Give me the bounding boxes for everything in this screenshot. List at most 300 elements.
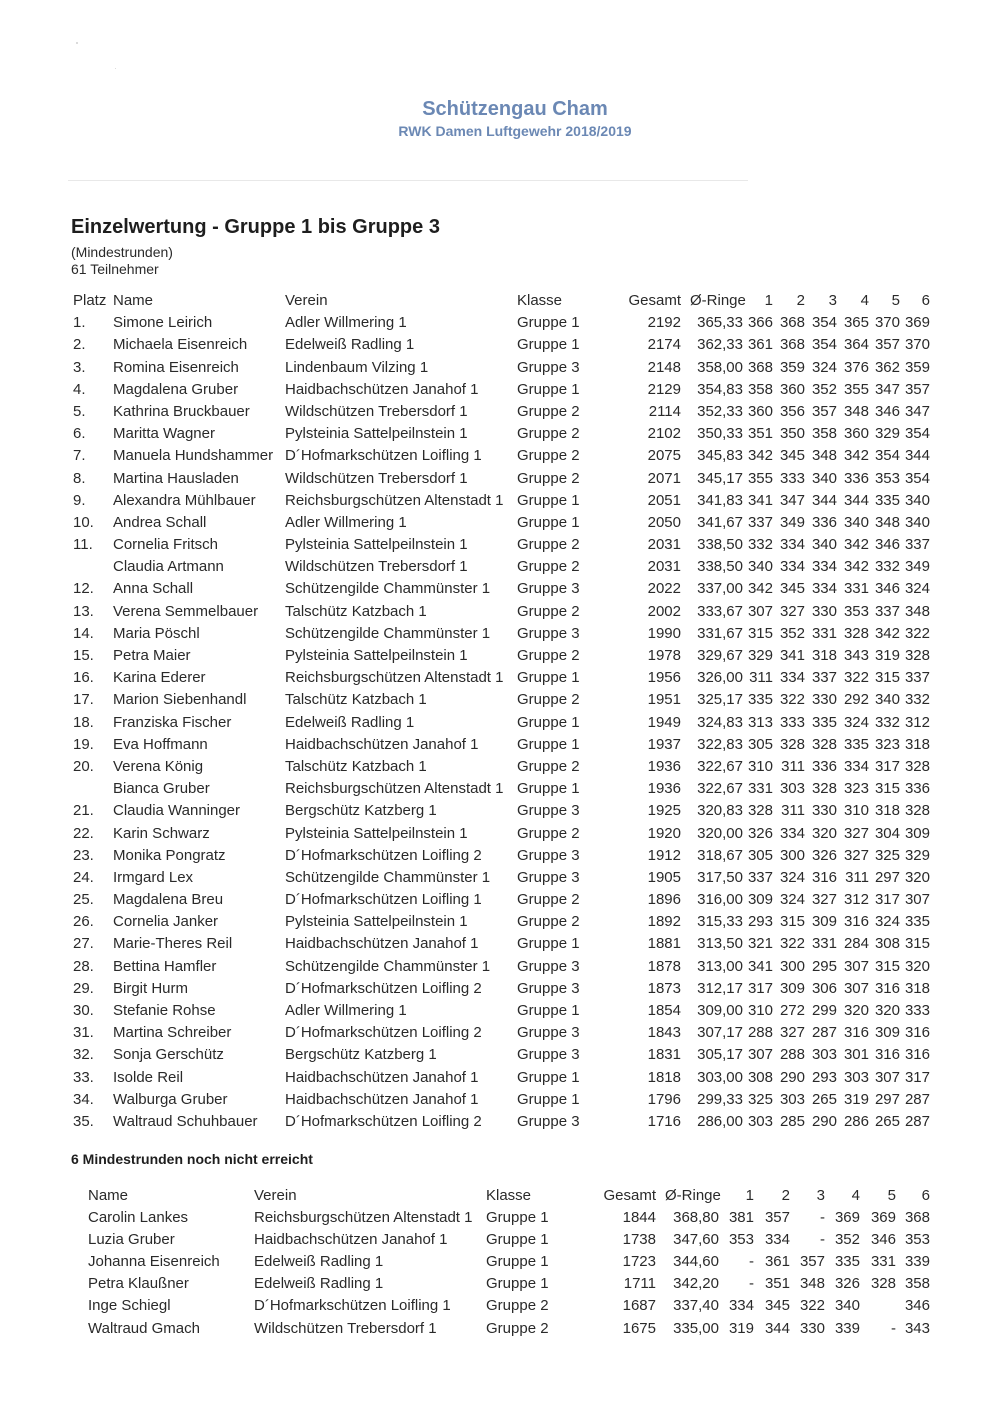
cell-series-4: 322 [843, 669, 869, 687]
cell-gesamt: 2071 [647, 469, 681, 487]
table-row [0, 623, 1000, 645]
cell-series-6: 343 [904, 1319, 930, 1337]
cell-series-1: 341 [747, 957, 773, 975]
cell-gesamt: 1878 [647, 957, 681, 975]
cell-name: Claudia Artmann [113, 558, 224, 576]
cell-name: Monika Pongratz [113, 846, 226, 864]
cell-name: Martina Schreiber [113, 1024, 232, 1042]
cell-klasse: Gruppe 1 [517, 780, 580, 798]
cell-series-3: 358 [811, 425, 837, 443]
cell-series-6: 328 [904, 647, 930, 664]
header-klasse: Klasse [486, 1187, 532, 1204]
cell-gesamt: 1937 [647, 735, 681, 753]
cell-avg-rings: 331,67 [697, 624, 743, 642]
cell-series-6: 340 [904, 491, 930, 509]
cell-series-4: 303 [843, 1068, 869, 1086]
cell-series-6: 318 [904, 735, 930, 753]
table-row [0, 556, 1000, 578]
cell-series-5: 329 [874, 425, 900, 443]
cell-platz: 16. [73, 669, 94, 687]
cell-name: Bianca Gruber [113, 780, 210, 798]
cell-name: Sonja Gerschütz [113, 1046, 224, 1064]
cell-gesamt: 2051 [647, 491, 681, 509]
cell-avg-rings: 354,83 [697, 380, 743, 398]
cell-series-2: 334 [779, 558, 805, 576]
cell-series-1: 334 [728, 1297, 754, 1315]
cell-series-2: 368 [779, 314, 805, 332]
table-row [0, 1207, 1000, 1229]
ranking-table-body [0, 312, 1000, 1133]
cell-avg-rings: 335,00 [673, 1319, 719, 1337]
table-row [0, 933, 1000, 955]
cell-verein: Edelweiß Radling 1 [254, 1275, 384, 1293]
cell-verein: D´Hofmarkschützen Loifling 2 [285, 846, 482, 864]
cell-platz: 15. [73, 647, 94, 664]
header-avg-rings: Ø-Ringe [690, 292, 746, 309]
cell-series-1: 381 [728, 1209, 754, 1227]
cell-series-5: 316 [874, 979, 900, 997]
cell-series-3: 348 [799, 1275, 825, 1293]
cell-klasse: Gruppe 1 [486, 1209, 549, 1227]
cell-series-1: 342 [747, 447, 773, 465]
header-gesamt: Gesamt [603, 1187, 656, 1204]
cell-series-3: 303 [811, 1046, 837, 1064]
cell-verein: Wildschützen Trebersdorf 1 [285, 558, 468, 576]
cell-klasse: Gruppe 1 [486, 1275, 549, 1293]
cell-series-2: 334 [779, 669, 805, 687]
cell-avg-rings: 315,33 [697, 913, 743, 931]
cell-name: Magdalena Gruber [113, 380, 239, 398]
cell-platz: 2. [73, 336, 86, 354]
cell-series-2: 349 [779, 513, 805, 531]
cell-platz: 8. [73, 469, 86, 487]
cell-series-3: 293 [811, 1068, 837, 1086]
cell-name: Anna Schall [113, 580, 194, 598]
cell-series-6: 349 [904, 558, 930, 576]
cell-avg-rings: 329,67 [697, 647, 743, 664]
cell-avg-rings: 320,00 [697, 824, 743, 842]
cell-gesamt: 1796 [647, 1090, 681, 1108]
cell-series-1: 288 [747, 1024, 773, 1042]
cell-platz: 17. [73, 691, 94, 709]
cell-series-3: 357 [811, 402, 837, 420]
header-verein: Verein [285, 292, 328, 309]
cell-series-3: 306 [811, 979, 837, 997]
cell-series-1: 315 [747, 624, 773, 642]
cell-series-1: 329 [747, 647, 773, 664]
table-row [0, 534, 1000, 556]
header-gesamt: Gesamt [628, 292, 681, 309]
cell-name: Waltraud Schuhbauer [113, 1112, 258, 1130]
cell-name: Carolin Lankes [88, 1209, 189, 1227]
cell-avg-rings: 368,80 [673, 1209, 719, 1227]
table-row [0, 956, 1000, 978]
cell-klasse: Gruppe 3 [517, 624, 580, 642]
cell-gesamt: 2174 [647, 336, 681, 354]
cell-series-5: 317 [874, 891, 900, 909]
cell-name: Simone Leirich [113, 314, 213, 332]
cell-verein: Pylsteinia Sattelpeilnstein 1 [285, 536, 468, 554]
header-series-4: 4 [860, 292, 869, 309]
cell-avg-rings: 305,17 [697, 1046, 743, 1064]
header-avg-rings: Ø-Ringe [665, 1187, 721, 1204]
cell-avg-rings: 325,17 [697, 691, 743, 709]
cell-series-2: 334 [779, 536, 805, 554]
cell-series-5: 297 [874, 1090, 900, 1108]
cell-name: Kathrina Bruckbauer [113, 402, 250, 420]
cell-klasse: Gruppe 2 [517, 691, 580, 709]
cell-verein: Talschütz Katzbach 1 [285, 691, 427, 709]
cell-avg-rings: 352,33 [697, 402, 743, 420]
table-row [0, 734, 1000, 756]
cell-series-3: 344 [811, 491, 837, 509]
cell-series-5: 362 [874, 358, 900, 376]
cell-klasse: Gruppe 2 [517, 891, 580, 909]
cell-platz: 29. [73, 979, 94, 997]
cell-klasse: Gruppe 3 [517, 846, 580, 864]
cell-series-3: 335 [811, 713, 837, 731]
cell-series-6: 335 [904, 913, 930, 931]
cell-klasse: Gruppe 1 [517, 735, 580, 753]
cell-avg-rings: 313,00 [697, 957, 743, 975]
cell-gesamt: 1956 [647, 669, 681, 687]
cell-series-2: 360 [779, 380, 805, 398]
cell-series-4: 360 [843, 425, 869, 443]
cell-klasse: Gruppe 3 [517, 1112, 580, 1130]
cell-series-4: 301 [843, 1046, 869, 1064]
header-series-4: 4 [851, 1187, 860, 1204]
cell-series-2: 344 [764, 1319, 790, 1337]
cell-series-6: 353 [904, 1231, 930, 1249]
table-row [0, 1089, 1000, 1111]
cell-gesamt: 2192 [647, 314, 681, 332]
cell-series-5: 325 [874, 846, 900, 864]
cell-series-1: 358 [747, 380, 773, 398]
cell-series-2: 328 [779, 735, 805, 753]
cell-series-3: 337 [811, 669, 837, 687]
cell-series-5: 369 [870, 1209, 896, 1227]
cell-avg-rings: 338,50 [697, 536, 743, 554]
cell-platz: 31. [73, 1024, 94, 1042]
cell-klasse: Gruppe 1 [486, 1231, 549, 1249]
cell-series-5: 328 [870, 1275, 896, 1293]
cell-series-3: 316 [811, 868, 837, 886]
cell-series-5: 346 [874, 402, 900, 420]
cell-series-2: 303 [779, 1090, 805, 1108]
cell-series-4: 316 [843, 1024, 869, 1042]
cell-gesamt: 1873 [647, 979, 681, 997]
cell-verein: Haidbachschützen Janahof 1 [285, 380, 479, 398]
cell-series-5: 308 [874, 935, 900, 953]
cell-verein: Haidbachschützen Janahof 1 [285, 935, 479, 953]
header-series-5: 5 [887, 1187, 896, 1204]
cell-series-3: 354 [811, 336, 837, 354]
cell-series-2: 322 [779, 935, 805, 953]
table-row [0, 645, 1000, 667]
cell-klasse: Gruppe 3 [517, 868, 580, 886]
cell-klasse: Gruppe 2 [517, 536, 580, 554]
cell-name: Petra Klaußner [88, 1275, 189, 1293]
cell-verein: Pylsteinia Sattelpeilnstein 1 [285, 425, 468, 443]
cell-gesamt: 2075 [647, 447, 681, 465]
cell-verein: Reichsburgschützen Altenstadt 1 [285, 780, 504, 798]
cell-series-4: 284 [843, 935, 869, 953]
cell-series-6: 318 [904, 979, 930, 997]
cell-series-2: 311 [781, 802, 805, 820]
cell-series-2: 288 [779, 1046, 805, 1064]
cell-platz: 34. [73, 1090, 94, 1108]
cell-series-4: 316 [843, 913, 869, 931]
cell-series-3: 330 [799, 1319, 825, 1337]
cell-platz: 3. [73, 358, 86, 376]
cell-gesamt: 1844 [622, 1209, 656, 1227]
incomplete-rounds-table-body [0, 1207, 1000, 1340]
table-row [0, 379, 1000, 401]
header-series-3: 3 [816, 1187, 825, 1204]
cell-platz: 19. [73, 735, 94, 753]
cell-platz: 13. [73, 602, 94, 620]
cell-avg-rings: 345,17 [697, 469, 743, 487]
cell-platz: 9. [73, 491, 86, 509]
cell-series-5: 347 [874, 380, 900, 398]
cell-series-4: 365 [843, 314, 869, 332]
cell-series-1: 351 [747, 425, 773, 443]
cell-series-4: 340 [834, 1297, 860, 1315]
cell-series-5: 331 [870, 1253, 896, 1271]
cell-gesamt: 1738 [622, 1231, 656, 1249]
cell-series-1: 353 [728, 1231, 754, 1249]
cell-series-3: 357 [799, 1253, 825, 1271]
cell-series-2: 345 [779, 447, 805, 465]
cell-series-1: 293 [747, 913, 773, 931]
cell-series-6: 315 [904, 935, 930, 953]
cell-name: Magdalena Breu [113, 891, 224, 909]
cell-series-2: 300 [779, 846, 805, 864]
cell-series-1: 342 [747, 580, 773, 598]
cell-verein: D´Hofmarkschützen Loifling 2 [285, 1024, 482, 1042]
incomplete-rounds-table [0, 1185, 1000, 1340]
cell-name: Romina Eisenreich [113, 358, 239, 376]
header-series-6: 6 [921, 1187, 930, 1204]
cell-gesamt: 2002 [647, 602, 681, 620]
cell-series-6: 333 [904, 1002, 930, 1019]
cell-series-1: - [749, 1275, 754, 1293]
header-name: Name [113, 292, 154, 309]
cell-series-3: 326 [811, 846, 837, 864]
cell-series-4: 331 [843, 580, 869, 598]
cell-gesamt: 1920 [647, 824, 681, 842]
cell-series-1: 319 [728, 1319, 754, 1337]
cell-series-4: 310 [843, 802, 869, 820]
cell-series-2: 315 [779, 913, 805, 931]
cell-verein: Schützengilde Chammünster 1 [285, 957, 491, 975]
subsection-title: 6 Mindestrunden noch nicht erreicht [71, 1151, 313, 1167]
cell-series-3: 336 [811, 513, 837, 531]
cell-series-3: 340 [811, 536, 837, 554]
cell-series-3: 322 [799, 1297, 825, 1315]
cell-verein: D´Hofmarkschützen Loifling 1 [285, 891, 482, 909]
cell-klasse: Gruppe 2 [517, 402, 580, 420]
cell-verein: Wildschützen Trebersdorf 1 [254, 1319, 437, 1337]
cell-platz: 27. [73, 935, 94, 953]
cell-series-5: 315 [874, 780, 900, 798]
cell-name: Birgit Hurm [113, 979, 189, 997]
cell-gesamt: 2114 [648, 402, 681, 420]
table-row [0, 334, 1000, 356]
cell-series-5: 318 [874, 802, 900, 820]
cell-gesamt: 1925 [647, 802, 681, 820]
cell-name: Isolde Reil [113, 1068, 184, 1086]
cell-series-1: 341 [747, 491, 773, 509]
cell-gesamt: 1896 [647, 891, 681, 909]
header-subtitle: RWK Damen Luftgewehr 2018/2019 [398, 123, 632, 139]
cell-series-2: 324 [779, 891, 805, 909]
cell-series-6: 328 [904, 802, 930, 820]
cell-avg-rings: 320,83 [697, 802, 743, 820]
cell-gesamt: 1711 [623, 1275, 656, 1293]
cell-avg-rings: 322,67 [697, 757, 743, 775]
cell-series-6: 370 [904, 336, 930, 354]
cell-gesamt: 1843 [647, 1024, 681, 1042]
ranking-table [0, 290, 1000, 1133]
table-row [0, 312, 1000, 334]
cell-series-5: 319 [874, 647, 900, 664]
cell-platz: 25. [73, 891, 94, 909]
cell-series-6: 336 [904, 780, 930, 798]
cell-series-4: 334 [843, 757, 869, 775]
cell-series-5: 315 [874, 669, 900, 687]
cell-klasse: Gruppe 1 [517, 669, 580, 687]
cell-series-1: 332 [747, 536, 773, 554]
cell-series-2: 351 [764, 1275, 790, 1293]
cell-series-6: 357 [904, 380, 930, 398]
cell-platz: 7. [73, 447, 86, 465]
cell-series-3: 290 [811, 1112, 837, 1130]
cell-avg-rings: 345,83 [697, 447, 743, 465]
cell-series-3: 340 [811, 469, 837, 487]
cell-series-2: 303 [779, 780, 805, 798]
cell-series-1: 305 [747, 846, 773, 864]
table-row [0, 1318, 1000, 1340]
cell-klasse: Gruppe 2 [517, 913, 580, 931]
cell-klasse: Gruppe 2 [517, 469, 580, 487]
cell-series-3: 328 [811, 780, 837, 798]
cell-series-2: 285 [779, 1112, 805, 1130]
cell-verein: Pylsteinia Sattelpeilnstein 1 [285, 913, 468, 931]
header-series-2: 2 [781, 1187, 790, 1204]
cell-klasse: Gruppe 3 [517, 580, 580, 598]
cell-verein: Edelweiß Radling 1 [285, 713, 415, 731]
cell-series-5: 370 [874, 314, 900, 332]
cell-name: Maria Pöschl [113, 624, 200, 642]
cell-name: Marie-Theres Reil [113, 935, 233, 953]
cell-series-3: 330 [811, 802, 837, 820]
cell-gesamt: 1881 [647, 935, 681, 953]
cell-series-2: 272 [779, 1002, 805, 1019]
cell-series-2: 352 [779, 624, 805, 642]
cell-series-4: 342 [843, 536, 869, 554]
cell-verein: Haidbachschützen Janahof 1 [285, 1090, 479, 1108]
table-header-row [0, 290, 1000, 312]
cell-platz: 22. [73, 824, 94, 842]
cell-series-1: 335 [747, 691, 773, 709]
cell-avg-rings: 350,33 [697, 425, 743, 443]
cell-gesamt: 2031 [647, 536, 681, 554]
cell-verein: Reichsburgschützen Altenstadt 1 [285, 669, 504, 687]
cell-series-2: 333 [779, 469, 805, 487]
cell-name: Michaela Eisenreich [113, 336, 248, 354]
cell-platz: 1. [73, 314, 86, 332]
cell-series-1: 305 [747, 735, 773, 753]
table-row [0, 423, 1000, 445]
cell-series-4: 369 [834, 1209, 860, 1227]
cell-series-4: 312 [843, 891, 869, 909]
cell-series-4: 344 [843, 491, 869, 509]
cell-series-5: 316 [874, 1046, 900, 1064]
cell-gesamt: 2022 [647, 580, 681, 598]
cell-series-2: 368 [779, 336, 805, 354]
header-name: Name [88, 1187, 129, 1204]
cell-series-4: 328 [843, 624, 869, 642]
cell-series-5: 323 [874, 735, 900, 753]
cell-avg-rings: 299,33 [697, 1090, 743, 1108]
cell-verein: Wildschützen Trebersdorf 1 [285, 402, 468, 420]
cell-gesamt: 1687 [622, 1297, 656, 1315]
cell-klasse: Gruppe 1 [486, 1253, 549, 1271]
cell-series-3: 334 [811, 558, 837, 576]
cell-avg-rings: 317,50 [697, 868, 743, 886]
table-row [0, 357, 1000, 379]
cell-platz: 4. [73, 380, 86, 398]
cell-series-3: 327 [811, 891, 837, 909]
cell-avg-rings: 362,33 [697, 336, 743, 354]
section-title: Einzelwertung - Gruppe 1 bis Gruppe 3 [71, 216, 440, 238]
cell-series-5: 335 [874, 491, 900, 509]
cell-series-3: 354 [811, 314, 837, 332]
cell-series-2: 333 [779, 713, 805, 731]
cell-series-1: 325 [747, 1090, 773, 1108]
cell-klasse: Gruppe 2 [517, 447, 580, 465]
cell-series-4: 320 [843, 1002, 869, 1019]
table-row [0, 867, 1000, 889]
cell-series-1: 337 [747, 868, 773, 886]
cell-series-5: 340 [874, 691, 900, 709]
cell-avg-rings: 342,20 [673, 1275, 719, 1293]
cell-platz: 21. [73, 802, 94, 820]
cell-verein: Schützengilde Chammünster 1 [285, 624, 491, 642]
scan-speck [76, 42, 78, 44]
cell-avg-rings: 337,40 [673, 1297, 719, 1315]
cell-series-6: 324 [904, 580, 930, 598]
cell-avg-rings: 341,67 [697, 513, 743, 531]
cell-series-4: 326 [834, 1275, 860, 1293]
cell-series-4: 311 [845, 868, 869, 886]
cell-series-6: 354 [904, 469, 930, 487]
cell-series-2: 357 [764, 1209, 790, 1227]
cell-series-1: 309 [747, 891, 773, 909]
cell-verein: Schützengilde Chammünster 1 [285, 580, 491, 598]
cell-series-3: 334 [811, 580, 837, 598]
cell-avg-rings: 338,50 [697, 558, 743, 576]
cell-series-6: 329 [904, 846, 930, 864]
cell-verein: D´Hofmarkschützen Loifling 2 [285, 1112, 482, 1130]
cell-series-6: 344 [904, 447, 930, 465]
cell-verein: Talschütz Katzbach 1 [285, 602, 427, 620]
cell-platz: 26. [73, 913, 94, 931]
cell-verein: Edelweiß Radling 1 [285, 336, 415, 354]
cell-avg-rings: 312,17 [697, 979, 743, 997]
cell-gesamt: 1854 [647, 1002, 681, 1019]
